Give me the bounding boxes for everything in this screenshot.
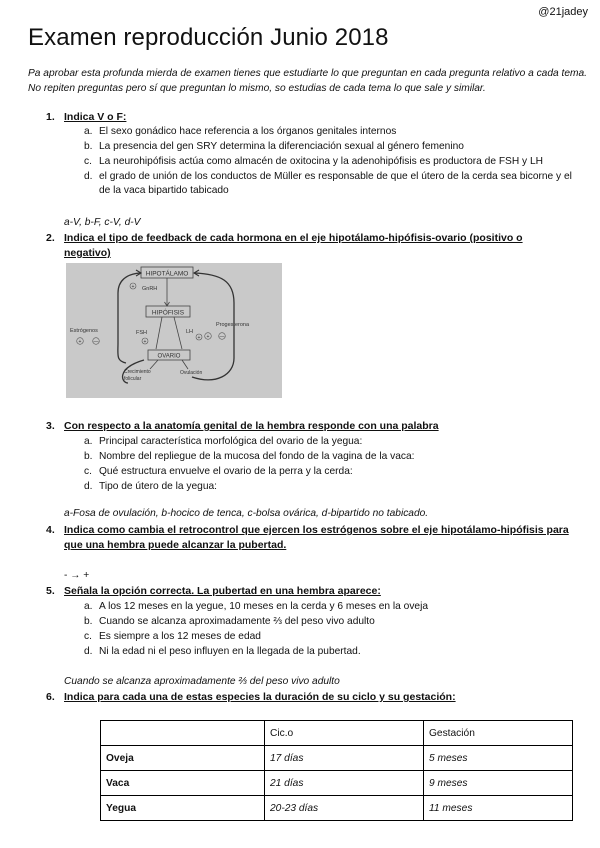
option-letter: d. — [84, 171, 93, 182]
option-letter: a. — [84, 126, 93, 137]
question-3-option-a — [84, 435, 589, 449]
option-text: Es siempre a los 12 meses de edad — [99, 631, 261, 642]
option-letter: a. — [84, 436, 93, 447]
table-row — [101, 771, 573, 796]
option-text: La neurohipófisis actúa como almacén de oxitocina y la adenohipófisis es productora de FSH y LH — [99, 156, 543, 167]
question-4-number: 4. — [46, 524, 55, 536]
table-header-cell: Cic.o — [265, 721, 424, 746]
hormone-feedback-diagram — [66, 263, 282, 398]
question-5-option-a — [84, 600, 589, 614]
option-text: Principal característica morfológica del ovario de la yegua: — [99, 436, 363, 447]
option-text: Ni la edad ni el peso influyen en la llegada de la pubertad. — [99, 646, 361, 657]
estrogenos-label: Estrógenos — [70, 328, 98, 334]
question-3-option-c — [84, 465, 589, 479]
gnrh-sign: + — [131, 284, 135, 290]
question-5-answer: Cuando se alcanza aproximadamente ⅔ del peso vivo adulto — [64, 676, 340, 687]
question-4-text: Indica como cambia el retrocontrol que ejercen los estrógenos sobre el eje hipotálamo-hipófisis para que una hembra puede alcanzar la pubertad. — [64, 524, 569, 551]
option-letter: c. — [84, 631, 92, 642]
species-cycle-table — [100, 720, 573, 821]
species-cell: Oveja — [101, 746, 265, 771]
option-text: A los 12 meses en la yegue, 10 meses en la cerda y 6 meses en la oveja — [99, 601, 429, 612]
question-5-option-d — [84, 645, 589, 659]
question-6-number: 6. — [46, 691, 55, 703]
question-3-text: Con respecto a la anatomía genital de la hembra responde con una palabra — [64, 420, 439, 432]
species-cell: Yegua — [101, 796, 265, 821]
species-cell: Vaca — [101, 771, 265, 796]
diagram-background — [66, 263, 282, 398]
hipofisis-label: HIPÓFISIS — [151, 309, 185, 317]
hipotalamo-label: HIPOTÁLAMO — [145, 270, 189, 278]
question-5-number: 5. — [46, 585, 55, 597]
question-2-text: Indica el tipo de feedback de cada hormona en el eje hipotálamo-hipófisis-ovario (positivo o negativo) — [64, 232, 523, 259]
question-5-option-c — [84, 630, 589, 644]
estrogenos-minus: — — [93, 339, 99, 345]
intro-paragraph: Pa aprobar esta profunda mierda de examen tienes que estudiarte lo que preguntan en cada pregunta relativo a cada tema. No repiten preguntas pero sí que preguntan lo mismo, so estudias de cada tema lo que sale y similar. — [28, 68, 587, 94]
option-letter: b. — [84, 451, 93, 462]
option-text: el grado de unión de los conductos de Müller es responsable de que el útero de la cerda sea bicorne y el de la vaca bipartido tabicado — [99, 171, 572, 196]
estrogenos-plus: + — [78, 339, 82, 345]
option-letter: b. — [84, 616, 93, 627]
lh-sign: + — [197, 335, 201, 341]
gestation-cell: 9 meses — [424, 771, 573, 796]
option-letter: b. — [84, 141, 93, 152]
option-text: Qué estructura envuelve el ovario de la perra y la cerda: — [99, 466, 353, 477]
option-text: Cuando se alcanza aproximadamente ⅔ del peso vivo adulto — [99, 616, 375, 627]
ovulacion-label: Ovulación — [180, 370, 203, 376]
fsh-label: FSH — [136, 330, 147, 336]
ovario-label: OVARIO — [157, 353, 181, 360]
question-5-text: Señala la opción correcta. La pubertad en una hembra aparece: — [64, 585, 381, 597]
option-text: Nombre del repliegue de la mucosa del fondo de la vagina de la vaca: — [99, 451, 415, 462]
cycle-cell: 17 días — [265, 746, 424, 771]
gestation-cell: 5 meses — [424, 746, 573, 771]
question-1-option-c — [84, 155, 589, 169]
option-letter: d. — [84, 646, 93, 657]
question-5-option-b — [84, 615, 589, 629]
progesterona-plus: + — [206, 334, 210, 340]
author-handle: @21jadey — [538, 6, 588, 18]
question-3-number: 3. — [46, 420, 55, 432]
gestation-cell: 11 meses — [424, 796, 573, 821]
option-letter: c. — [84, 466, 92, 477]
question-3-option-b — [84, 450, 589, 464]
progesterona-label: Progesterona — [216, 322, 250, 328]
question-3-option-d — [84, 480, 589, 494]
question-6-text: Indica para cada una de estas especies la duración de su ciclo y su gestación: — [64, 691, 456, 703]
cycle-cell: 20-23 días — [265, 796, 424, 821]
question-1-option-d — [84, 170, 584, 198]
option-letter: a. — [84, 601, 93, 612]
question-3-answer: a-Fosa de ovulación, b-hocico de tenca, c-bolsa ovárica, d-bipartido no tabicado. — [64, 508, 429, 519]
option-text: El sexo gonádico hace referencia a los órganos genitales internos — [99, 126, 397, 137]
folicular-label: folicular — [124, 376, 142, 382]
progesterona-minus: — — [219, 334, 225, 340]
option-text: Tipo de útero de la yegua: — [99, 481, 217, 492]
table-header-cell — [101, 721, 265, 746]
question-2-number: 2. — [46, 232, 55, 244]
table-row — [101, 746, 573, 771]
gnrh-label: GnRH — [142, 286, 158, 292]
page-title: Examen reproducción Junio 2018 — [28, 24, 389, 51]
cycle-cell: 21 días — [265, 771, 424, 796]
question-1-number: 1. — [46, 111, 55, 123]
question-1-option-a — [84, 125, 589, 139]
question-1-answer: a-V, b-F, c-V, d-V — [64, 217, 141, 228]
option-letter: d. — [84, 481, 93, 492]
table-row — [101, 796, 573, 821]
crecimiento-label: Crecimiento — [124, 369, 151, 375]
question-1-text: Indica V o F: — [64, 111, 127, 123]
table-header-row — [101, 721, 573, 746]
option-letter: c. — [84, 156, 92, 167]
fsh-sign: + — [143, 339, 147, 345]
table-header-cell: Gestación — [424, 721, 573, 746]
option-text: La presencia del gen SRY determina la diferenciación sexual al género femenino — [99, 141, 464, 152]
question-1-option-b — [84, 140, 589, 154]
question-4-answer: - → + — [64, 570, 90, 581]
lh-label: LH — [186, 329, 194, 335]
